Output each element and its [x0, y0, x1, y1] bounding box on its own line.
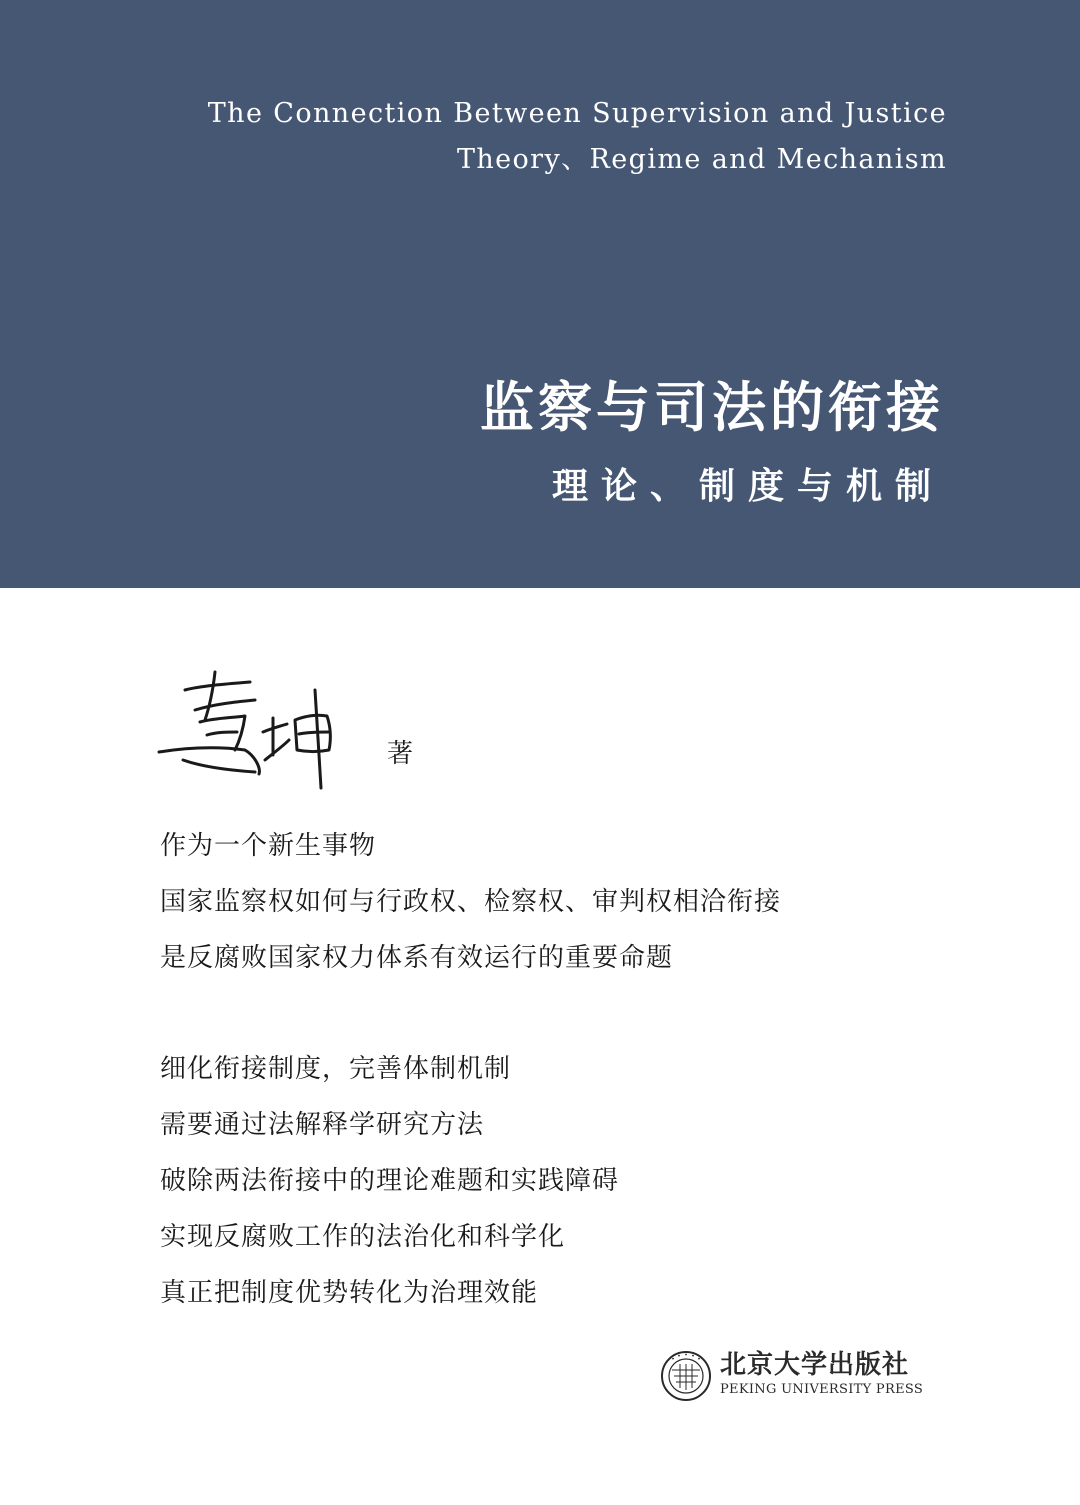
- blurb-line: 需要通过法解释学研究方法: [160, 1110, 485, 1140]
- chinese-title: 监察与司法的衔接: [480, 375, 944, 439]
- blurb-line: 作为一个新生事物: [160, 831, 377, 861]
- publisher-name-english: PEKING UNIVERSITY PRESS: [720, 1382, 924, 1397]
- chinese-subtitle: 理论、制度与机制: [551, 465, 944, 507]
- publisher-name-chinese: 北京大学出版社: [720, 1350, 910, 1380]
- cover-title-band: [0, 0, 1080, 588]
- blurb-paragraph-2: [160, 1041, 781, 1321]
- blurb-line: 破除两法衔接中的理论难题和实践障碍: [160, 1166, 620, 1196]
- peking-university-emblem-icon: [660, 1350, 712, 1402]
- blurb-line: 真正把制度优势转化为治理效能: [160, 1278, 539, 1308]
- english-title: [208, 92, 947, 182]
- blurb-paragraph-1: [160, 818, 781, 986]
- blurb-line: 实现反腐败工作的法治化和科学化: [160, 1222, 566, 1252]
- english-title-line-2: Theory、Regime and Mechanism: [456, 144, 947, 175]
- blurb-line: 国家监察权如何与行政权、检察权、审判权相洽衔接: [160, 887, 782, 917]
- author-signature: [155, 660, 365, 790]
- author-role: 著: [387, 739, 414, 769]
- back-cover-blurb: [160, 818, 781, 1321]
- publisher-logo: [660, 1348, 924, 1408]
- blurb-line: 细化衔接制度，完善体制机制: [160, 1054, 512, 1084]
- blurb-line: 是反腐败国家权力体系有效运行的重要命题: [160, 943, 674, 973]
- english-title-line-1: The Connection Between Supervision and Justice: [207, 98, 947, 129]
